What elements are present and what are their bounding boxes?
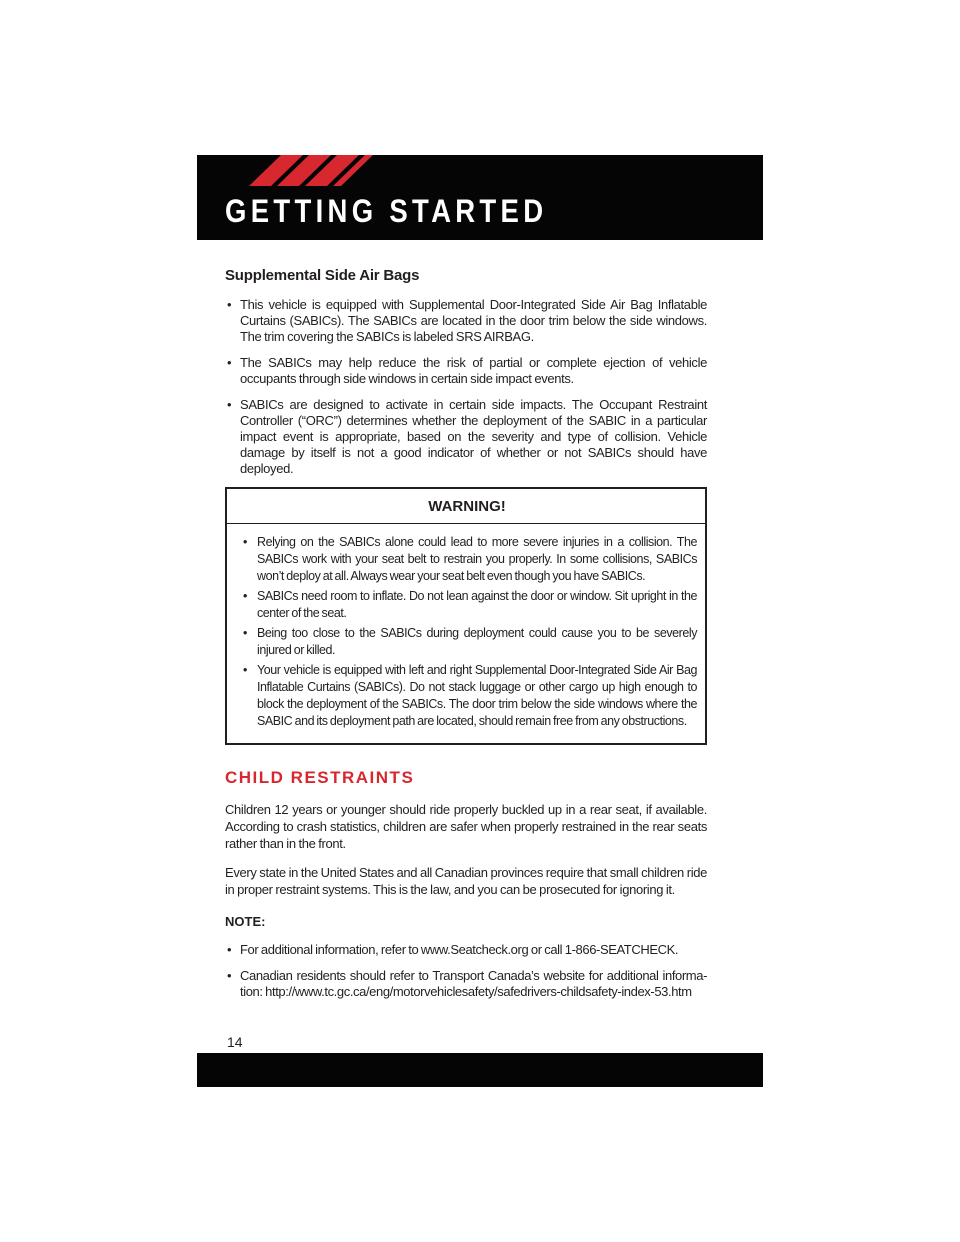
list-item: • The SABICs may help reduce the risk of partial or complete ejection of vehicle occupants through side windows in certain side impact events. [225,355,707,387]
list-item: • Your vehicle is equipped with left and right Supplemental Door-Integrated Side Air Bag Inflatable Curtains (SABICs). Do not stack luggage or other cargo up high enough to block the deployment of the SABICs. The door trim below the side windows where the SABIC and its deployment path are located, should remain free from any obstructions. [237,662,697,730]
page-content [225,266,707,1010]
paragraph: Children 12 years or younger should ride properly buckled up in a rear seat, if available. According to crash statistics, children are safer when properly restrained in the rear seats rather than in the front. [225,802,707,851]
warning-box [225,487,707,745]
note-label: NOTE: [225,914,266,929]
warning-list [237,534,697,730]
paragraph: Every state in the United States and all Canadian provinces require that small children ride in proper restraint systems. This is the law, and you can be prosecuted for ignoring it. [225,865,707,897]
footer-bar [197,1053,763,1087]
list-item: • For additional information, refer to www.Seatcheck.org or call 1-866-SEATCHECK. [225,942,707,958]
warning-title: WARNING! [428,498,506,515]
side-air-bags-list [225,297,707,477]
page-number: 14 [227,1034,243,1050]
list-item: • Relying on the SABICs alone could lead to more severe injuries in a collision. The SABICs work with your seat belt to restrain you properly. In some collisions, SABICs won’t deploy at all. Always wear your seat belt even though you have SABICs. [237,534,697,585]
section-title: GETTING STARTED [225,193,548,229]
list-item: • Canadian residents should refer to Transport Canada’s website for additional informa-tion: http://www.tc.gc.ca/eng/motorvehiclesafety/safedrivers-childsafety-index-53.htm [225,968,707,1000]
warning-divider [227,523,705,524]
list-item: • Being too close to the SABICs during deployment could cause you to be severely injured or killed. [237,625,697,659]
list-item: • SABICs need room to inflate. Do not lean against the door or window. Sit upright in the center of the seat. [237,588,697,622]
list-item: • This vehicle is equipped with Supplemental Door-Integrated Side Air Bag Inflatable Curtains (SABICs). The SABICs are located in the door trim below the side windows. The trim covering the SABICs is labeled SRS AIRBAG. [225,297,707,345]
side-air-bags-heading: Supplemental Side Air Bags [225,267,420,284]
list-item: • SABICs are designed to activate in certain side impacts. The Occupant Restraint Controller (“ORC”) determines whether the deployment of the SABIC in a particular impact event is appropriate, based on the severity and type of collision. Vehicle damage by itself is not a good indicator of whether or not SABICs should have deployed. [225,397,707,477]
header-bar [197,155,763,240]
notes-list [225,942,707,1000]
child-restraints-heading: CHILD RESTRAINTS [225,768,415,787]
